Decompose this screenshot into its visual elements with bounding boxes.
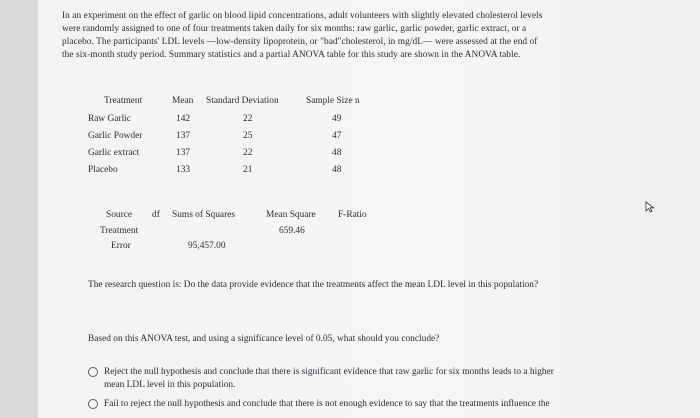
header-treatment: Treatment [104,96,143,106]
sample-size-value: 48 [332,148,342,158]
mouse-cursor-icon [645,200,655,218]
header-source: Source [106,210,133,220]
sample-size-value: 48 [332,165,342,175]
anova-sums-of-squares-value: 95,457.00 [188,241,226,251]
mean-value: 137 [176,148,191,158]
radio-button[interactable] [88,367,98,377]
mean-value: 142 [176,114,191,124]
header-f-ratio: F-Ratio [338,210,367,220]
research-question: The research question is: Do the data provide evidence that the treatments affect the mean LDL level in this population? [88,280,539,290]
anova-source-name: Treatment [100,226,139,236]
header-standard-deviation: Standard Deviation [206,96,279,106]
header-sample-size: Sample Size n [306,96,360,106]
answer-option-line: Reject the null hypothesis and conclude that there is significant evidence that raw garlic for six months leads to a higher [104,367,554,377]
answer-option-text [104,366,624,392]
answer-option-line: Fail to reject the null hypothesis and conclude that there is not enough evidence to say that the treatments influence the [104,399,550,409]
radio-button[interactable] [88,399,98,409]
sample-size-value: 47 [332,131,342,141]
sd-value: 22 [243,114,253,124]
question-page [38,0,700,418]
mean-value: 137 [176,131,191,141]
sample-size-value: 49 [332,114,342,124]
sd-value: 25 [243,131,253,141]
header-df: df [152,210,160,220]
intro-line: were randomly assigned to one of four treatments taken daily for six months: raw garlic, garlic powder, garlic extract, or a [62,24,527,34]
header-mean: Mean [172,96,194,106]
anova-mean-square-value: 659.46 [279,226,305,236]
treatment-name: Garlic Powder [88,131,143,141]
intro-line: placebo. The participants' LDL levels —low-density lipoprotein, or "bad"cholesterol, in mg/dL— were assessed at the end of [62,37,538,47]
sd-value: 22 [243,148,253,158]
intro-line: In an experiment on the effect of garlic on blood lipid concentrations, adult volunteers with slightly elevated cholesterol levels [62,11,543,21]
treatment-name: Garlic extract [88,148,140,158]
problem-intro [62,10,642,62]
treatment-name: Placebo [88,165,118,175]
header-mean-square: Mean Square [266,210,316,220]
intro-line: the six-month study period. Summary statistics and a partial ANOVA table for this study are shown in the ANOVA table. [62,50,521,60]
sd-value: 21 [243,165,253,175]
answer-option-line: mean LDL level in this population. [104,380,236,390]
question-prompt: Based on this ANOVA test, and using a significance level of 0.05, what should you conclude? [88,334,440,344]
mean-value: 133 [176,165,191,175]
header-sums-of-squares: Sums of Squares [172,210,236,220]
answer-option-text [104,398,624,411]
anova-source-name: Error [111,241,131,251]
treatment-name: Raw Garlic [88,114,131,124]
